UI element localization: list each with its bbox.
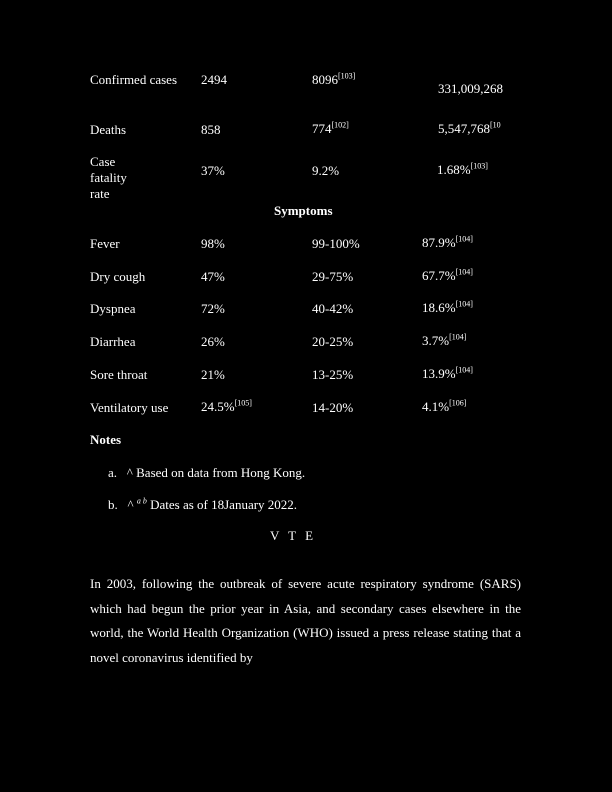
symptom-sars-cell xyxy=(201,334,225,350)
symptom-covid-cell xyxy=(422,366,473,382)
symptom-sars-value: 24.5% xyxy=(201,399,235,414)
symptom-sars-value: 47% xyxy=(201,269,225,284)
note-text: Based on data from Hong Kong. xyxy=(136,465,306,480)
fatality-covid-value: 1.68% xyxy=(437,162,471,177)
note-backlink-caret[interactable]: ^ xyxy=(127,497,134,512)
fatality-mers-value: 9.2% xyxy=(312,163,340,178)
deaths-covid-cell xyxy=(438,121,501,137)
symptom-sars-citation[interactable]: [105] xyxy=(234,398,252,408)
symptom-sars-value: 98% xyxy=(201,236,225,251)
note-backlink-caret[interactable]: ^ xyxy=(126,465,133,480)
symptom-sars-value: 26% xyxy=(201,334,225,349)
confirmed-mers-cell xyxy=(312,72,355,88)
symptom-covid-value: 3.7% xyxy=(422,333,450,348)
symptom-sars-cell xyxy=(201,236,225,252)
navbox-edit-link[interactable]: E xyxy=(305,528,314,543)
note-text: Dates as of 18January 2022. xyxy=(150,497,298,512)
note-marker: a. xyxy=(108,465,118,480)
symptom-mers-value: 99-100% xyxy=(312,236,360,251)
symptom-mers-value: 29-75% xyxy=(312,269,354,284)
symptom-covid-citation[interactable]: [106] xyxy=(449,398,467,408)
note-item-a xyxy=(108,465,305,481)
symptom-covid-cell xyxy=(422,300,473,316)
deaths-mers-value: 774 xyxy=(312,121,332,136)
symptom-covid-citation[interactable]: [104] xyxy=(455,365,473,375)
symptom-mers-value: 14-20% xyxy=(312,400,354,415)
symptom-covid-citation[interactable]: [104] xyxy=(449,332,467,342)
fatality-covid-cell xyxy=(437,162,488,178)
symptom-mers-value: 13-25% xyxy=(312,367,354,382)
symptom-label: Sore throat xyxy=(90,367,148,382)
symptom-covid-value: 18.6% xyxy=(422,300,456,315)
symptom-mers-value: 40-42% xyxy=(312,301,354,316)
deaths-covid-value: 5,547,768 xyxy=(438,121,490,136)
symptom-sars-cell xyxy=(201,399,252,415)
navbox-view-link[interactable]: V xyxy=(270,528,280,543)
body-paragraph: In 2003, following the outbreak of severe acute respiratory syndrome (SARS) which had begun the prior year in Asia, and secondary cases elsewhere in the world, the World Health Organization (WHO) issued a press release stating that a novel coronavirus identified by xyxy=(90,576,521,665)
deaths-mers-cell xyxy=(312,121,349,137)
symptom-sars-cell xyxy=(201,269,225,285)
navbox-talk-link[interactable]: T xyxy=(288,528,296,543)
row-label-confirmed-cases: Confirmed cases xyxy=(90,72,178,87)
notes-heading: Notes xyxy=(90,432,122,447)
symptom-covid-value: 67.7% xyxy=(422,268,456,283)
note-backlink-letters[interactable]: a b xyxy=(136,496,147,506)
symptom-covid-value: 4.1% xyxy=(422,399,450,414)
note-item-b xyxy=(108,497,297,513)
symptom-label: Fever xyxy=(90,236,120,251)
symptom-covid-value: 87.9% xyxy=(422,235,456,250)
symptom-label: Ventilatory use xyxy=(90,400,169,415)
row-label-case-fatality-rate: Case fatality rate xyxy=(90,154,127,201)
symptom-covid-citation[interactable]: [104] xyxy=(455,234,473,244)
confirmed-mers-citation[interactable]: [103] xyxy=(338,71,356,81)
note-marker: b. xyxy=(108,497,118,512)
deaths-mers-citation[interactable]: [102] xyxy=(331,120,349,130)
symptom-covid-cell xyxy=(422,333,466,349)
symptom-covid-cell xyxy=(422,399,466,415)
fatality-sars-value: 37% xyxy=(201,163,225,178)
symptom-covid-citation[interactable]: [104] xyxy=(455,299,473,309)
symptom-sars-value: 72% xyxy=(201,301,225,316)
symptom-label: Dry cough xyxy=(90,269,146,284)
symptom-label: Diarrhea xyxy=(90,334,136,349)
symptom-sars-cell xyxy=(201,301,225,317)
symptom-label: Dyspnea xyxy=(90,301,136,316)
confirmed-sars-value: 2494 xyxy=(201,72,227,87)
fatality-covid-citation[interactable]: [103] xyxy=(470,161,488,171)
symptoms-heading: Symptoms xyxy=(274,203,333,218)
symptom-covid-citation[interactable]: [104] xyxy=(455,267,473,277)
confirmed-covid-value: 331,009,268 xyxy=(438,81,503,96)
navbox-vte xyxy=(270,528,313,544)
deaths-covid-citation[interactable]: [10 xyxy=(490,120,501,130)
confirmed-mers-value: 8096 xyxy=(312,72,338,87)
symptom-sars-value: 21% xyxy=(201,367,225,382)
symptom-covid-value: 13.9% xyxy=(422,366,456,381)
symptom-mers-value: 20-25% xyxy=(312,334,354,349)
symptom-covid-cell xyxy=(422,235,473,251)
symptom-sars-cell xyxy=(201,367,225,383)
symptom-covid-cell xyxy=(422,268,473,284)
deaths-sars-value: 858 xyxy=(201,122,221,137)
row-label-deaths: Deaths xyxy=(90,122,127,137)
